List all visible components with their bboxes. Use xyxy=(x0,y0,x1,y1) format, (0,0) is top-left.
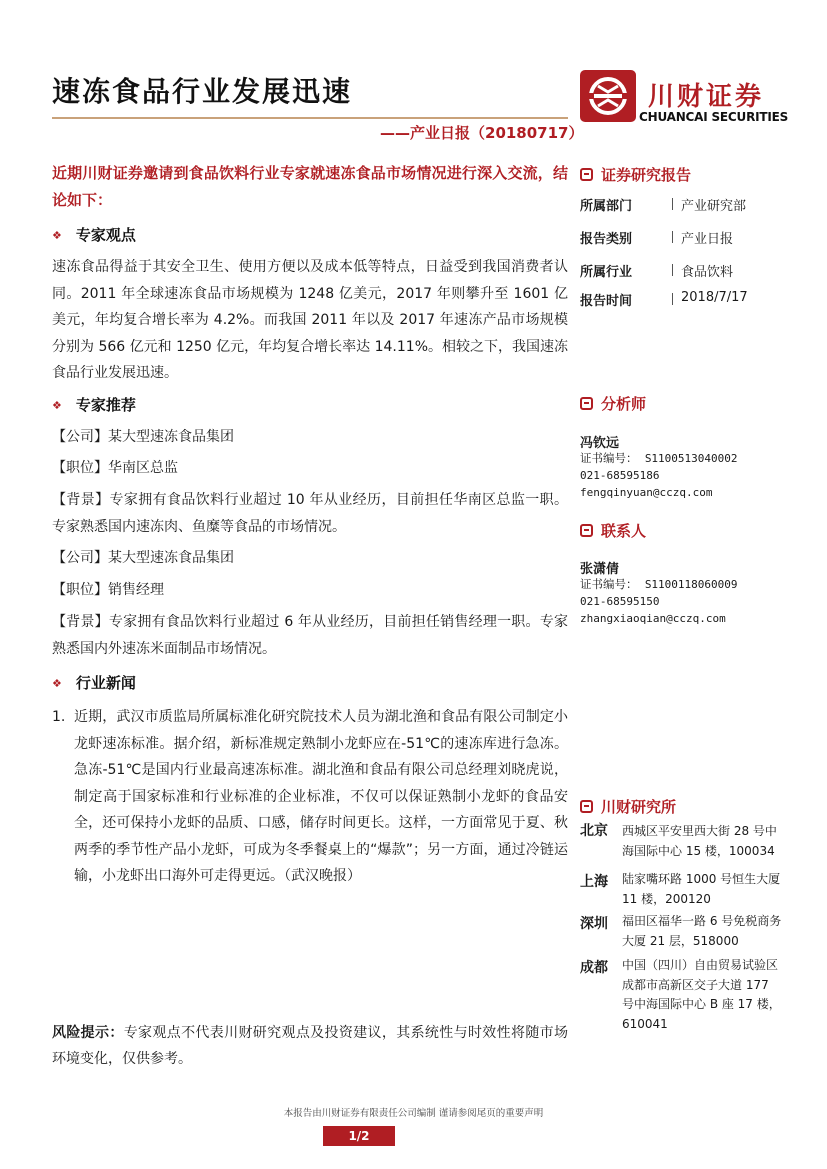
recommend-item: 【背景】专家拥有食品饮料行业超过 10 年从业经历，目前担任华南区总监一职。专家熟悉国内速冻肉、鱼糜等食品的市场情况。 xyxy=(52,492,568,535)
company-name-cn: 川财证券 xyxy=(648,82,765,112)
analyst-email[interactable]: fengqinyuan@cczq.com xyxy=(580,486,713,499)
info-row-date: 报告时间 2018/7/17 xyxy=(580,290,748,309)
info-row-department: 所属部门 产业研究部 xyxy=(580,199,747,214)
news-item xyxy=(52,704,568,890)
risk-label: 风险提示： xyxy=(52,1025,124,1041)
recommend-item: 【公司】某大型速冻食品集团 xyxy=(52,429,234,445)
news-number: 1. xyxy=(52,709,66,725)
recommend-item: 【背景】专家拥有食品饮料行业超过 6 年从业经历，目前担任销售经理一职。专家熟悉国内外速冻米面制品市场情况。 xyxy=(52,614,568,657)
recommend-item: 【公司】某大型速冻食品集团 xyxy=(52,550,234,566)
page-number: 1/2 xyxy=(323,1126,395,1146)
report-title: 速冻食品行业发展迅速 xyxy=(52,75,353,108)
office-address-shenzhen: 福田区福华一路 6 号免税商务大厦 21 层，518000 xyxy=(622,914,782,948)
office-city-shanghai: 上海 xyxy=(580,874,608,890)
office-address-chengdu: 中国（四川）自由贸易试验区成都市高新区交子大道 177 号中海国际中心 B 座 17 楼，610041 xyxy=(622,958,781,1031)
footer-disclaimer: 本报告由川财证券有限责任公司编制 谨请参阅尾页的重要声明 xyxy=(283,1108,544,1119)
sidebar-heading-report: 证券研究报告 xyxy=(580,164,691,185)
risk-text: 专家观点不代表川财研究观点及投资建议，其系统性与时效性将随市场环境变化，仅供参考。 xyxy=(52,1025,569,1067)
section-heading-views: ❖ 专家观点 xyxy=(52,226,136,244)
recommend-item: 【职位】销售经理 xyxy=(52,582,164,598)
analyst-name: 冯钦远 xyxy=(580,436,620,451)
analyst-icon xyxy=(580,397,593,410)
section-heading-recommend: ❖ 专家推荐 xyxy=(52,396,136,414)
sidebar-heading-institute: 川财研究所 xyxy=(580,796,676,817)
report-subtitle: ——产业日报（20180717） xyxy=(380,124,584,142)
news-text: 近期，武汉市质监局所属标准化研究院技术人员为湖北渔和食品有限公司制定小龙虾速冻标准。据介绍，新标准规定熟制小龙虾应在-51℃的速冻库进行急冻。急冻-51℃是国内行业最高速冻标准。湖北渔和食品有限公司总经理刘晓虎说，制定高于国家标准和行业标准的企业标准，不仅可以保证熟制小龙虾的食品安全，还可保持小龙虾的品质、口感，储存时间更长。这样，一方面常见于夏、秋两季的季节性产品小龙虾，可成为冬季餐桌上的“爆款”；另一方面，通过冷链运输，小龙虾出口海外可走得更远。（武汉晚报） xyxy=(74,709,568,884)
title-divider xyxy=(52,117,568,119)
diamond-icon: ❖ xyxy=(52,399,62,412)
sidebar-heading-contact: 联系人 xyxy=(580,520,646,541)
company-logo-icon xyxy=(580,70,636,122)
contact-email[interactable]: zhangxiaoqian@cczq.com xyxy=(580,612,726,625)
contact-cert: 证书编号： S1100118060009 xyxy=(580,577,738,591)
analyst-cert: 证书编号： S1100513040002 xyxy=(580,451,738,465)
contact-phone: 021-68595150 xyxy=(580,595,660,608)
analyst-phone: 021-68595186 xyxy=(580,469,660,482)
contact-name: 张潇倩 xyxy=(580,562,620,577)
recommend-item: 【职位】华南区总监 xyxy=(52,460,178,476)
company-name-en: CHUANCAI SECURITIES xyxy=(639,110,789,124)
intro-text: 近期川财证券邀请到食品饮料行业专家就速冻食品市场情况进行深入交流，结论如下： xyxy=(52,164,568,209)
section-heading-news: ❖ 行业新闻 xyxy=(52,674,136,692)
contact-icon xyxy=(580,524,593,537)
office-city-shenzhen: 深圳 xyxy=(580,916,608,932)
office-address-beijing: 西城区平安里西大街 28 号中海国际中心 15 楼，100034 xyxy=(622,824,777,858)
info-row-industry: 所属行业 食品饮料 xyxy=(580,265,734,280)
report-icon xyxy=(580,168,593,181)
office-city-chengdu: 成都 xyxy=(580,960,608,976)
sidebar-heading-analyst: 分析师 xyxy=(580,393,646,414)
diamond-icon: ❖ xyxy=(52,677,62,690)
office-city-beijing: 北京 xyxy=(580,823,608,839)
views-paragraph: 速冻食品得益于其安全卫生、使用方便以及成本低等特点，日益受到我国消费者认同。2011 年全球速冻食品市场规模为 1248 亿美元，2017 年则攀升至 1601 亿美元，年均复合增长率为 4.2%。而我国 2011 年以及 2017 年速冻产品市场规模分别为 566 亿元和 1250 亿元，年均复合增长率达 14.11%。相较之下，我国速冻食品行业发展迅速。 xyxy=(52,259,568,381)
risk-notice xyxy=(52,1020,568,1072)
info-row-category: 报告类别 产业日报 xyxy=(580,232,734,247)
institute-icon xyxy=(580,800,593,813)
office-address-shanghai: 陆家嘴环路 1000 号恒生大厦 11 楼，200120 xyxy=(622,872,781,906)
diamond-icon: ❖ xyxy=(52,229,62,242)
